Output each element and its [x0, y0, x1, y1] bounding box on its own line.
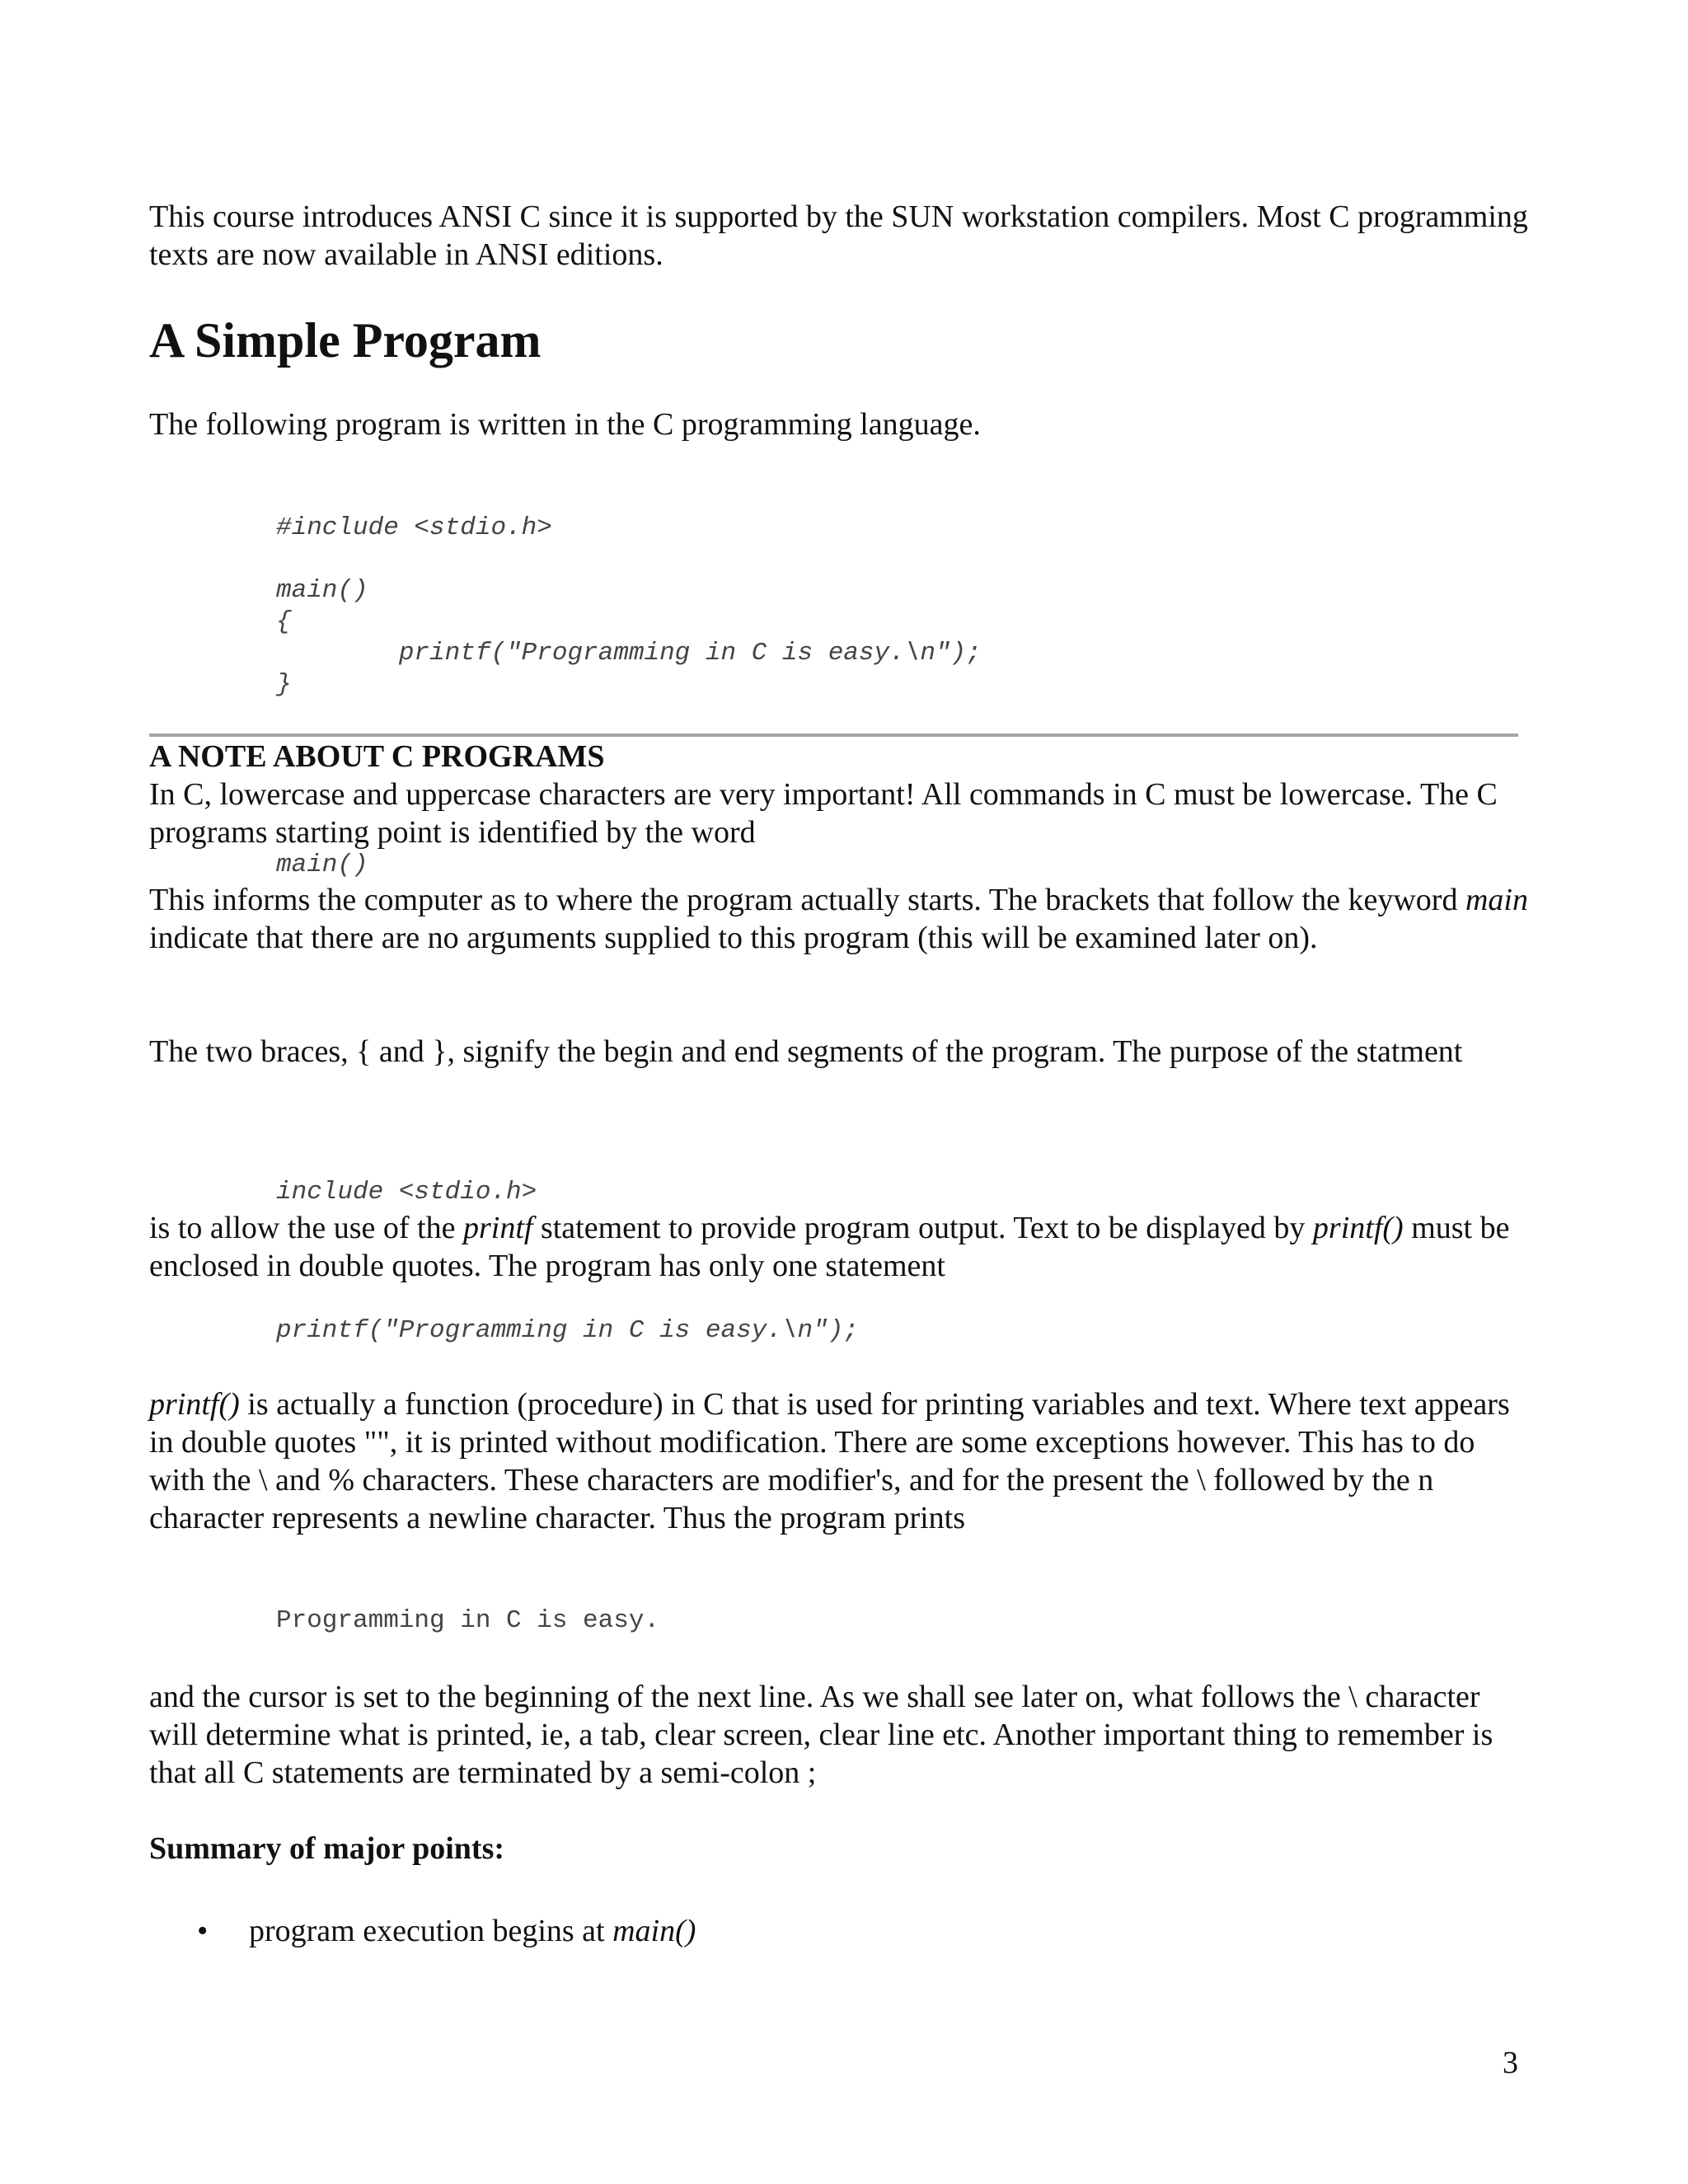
- section-lead: The following program is written in the C programming language.: [149, 407, 981, 442]
- text-run: indicate that there are no arguments supplied to this program (this will be examined later on).: [149, 921, 1318, 955]
- section-title: A Simple Program: [149, 313, 542, 368]
- list-item: [149, 1912, 696, 1950]
- text-run: is actually a function (procedure) in C that is used for printing variables and text. Where text appears in double quotes "", it is printed without modification. There are some exceptions however. This has to do with the \ and % characters. These characters are modifier's, and for the present the \ followed by the n character represents a newline character. Thus the program prints: [149, 1387, 1510, 1535]
- main-function: main(): [612, 1914, 696, 1948]
- program-code-block: #include <stdio.h> main() { printf("Programming in C is easy.\n"); }: [276, 513, 982, 699]
- note-paragraph-6: and the cursor is set to the beginning of the next line. As we shall see later on, what follows the \ character will determine what is printed, ie, a tab, clear screen, clear line etc. Another important thing to remember is that all C statements are terminated by a semi-colon ;: [149, 1680, 1493, 1790]
- note-heading: A NOTE ABOUT C PROGRAMS: [149, 739, 605, 774]
- horizontal-rule: [149, 733, 1518, 737]
- note-paragraph-2: [149, 881, 1534, 957]
- text-run: is to allow the use of the: [149, 1211, 463, 1245]
- text-run: program execution begins at: [249, 1914, 613, 1948]
- note-paragraph-1: In C, lowercase and uppercase characters are very important! All commands in C must be lowercase. The C programs starting point is identified by the word: [149, 777, 1498, 850]
- printf-function: printf(): [149, 1387, 240, 1422]
- program-output-code: Programming in C is easy.: [276, 1606, 660, 1635]
- text-run: statement to provide program output. Text to be displayed by: [532, 1211, 1313, 1245]
- summary-heading: Summary of major points:: [149, 1831, 505, 1866]
- main-keyword: main: [1465, 883, 1528, 917]
- printf-keyword: printf: [462, 1211, 533, 1245]
- note-paragraph-4: [149, 1209, 1534, 1285]
- page-number: 3: [1503, 2046, 1518, 2080]
- printf-function: printf(): [1312, 1211, 1404, 1245]
- text-run: must be enclosed in double quotes. The program has only one statement: [149, 1211, 1510, 1283]
- note-paragraph-3: The two braces, { and }, signify the begin and end segments of the program. The purpose of the statment: [149, 1034, 1463, 1069]
- bullet-icon: •: [197, 1914, 209, 1948]
- main-code-line: main(): [276, 851, 368, 879]
- summary-list: [149, 1912, 696, 1950]
- text-run: This informs the computer as to where the program actually starts. The brackets that follow the keyword: [149, 883, 1465, 917]
- note-paragraph-5: [149, 1385, 1534, 1537]
- include-code-line: include <stdio.h>: [276, 1178, 537, 1207]
- intro-paragraph: This course introduces ANSI C since it is supported by the SUN workstation compilers. Most C programming texts are now available in ANSI editions.: [149, 199, 1528, 272]
- printf-code-line: printf("Programming in C is easy.\n");: [276, 1316, 859, 1345]
